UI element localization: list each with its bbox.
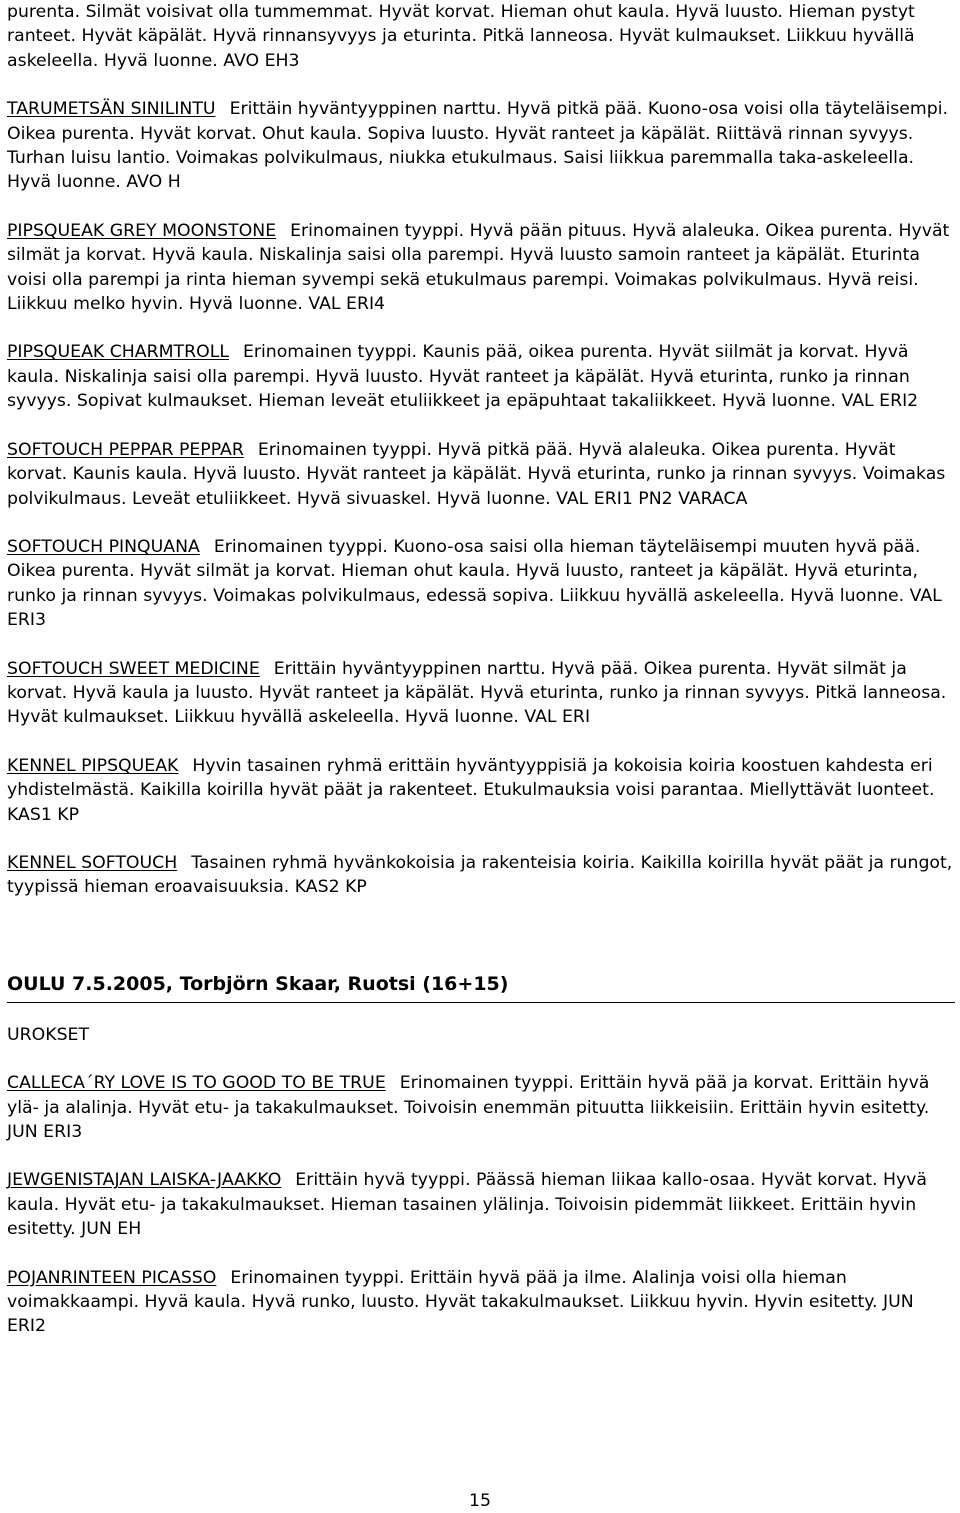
kennel-name: KENNEL SOFTOUCH [7,852,178,873]
critique-text: Erinomainen tyyppi. Hyvä pitkä pää. Hyvä alaleuka. Oikea purenta. Hyvät korvat. Kaunis kaula. Hyvä luusto. Hyvät ranteet ja käpälät. Hyvä eturinta, runko ja rinnan syvyys. Voimakas polvikulmaus. Leveät etuliikkeet. Hyvä sivuaskel. Hyvä luonne. VAL ERI1 PN2 VARACA [7,439,946,509]
entry-pipsqueak-grey-moonstone [7,219,955,317]
dog-name: POJANRINTEEN PICASSO [7,1267,217,1288]
dog-name: SOFTOUCH PINQUANA [7,536,200,557]
critique-text: Erinomainen tyyppi. Erittäin hyvä pää ja ilme. Alalinja voisi olla hieman voimakkaampi. Hyvä kaula. Hyvä runko, luusto. Hyvät takakulmaukset. Liikkuu hyvin. Hyvin esitetty. JUN ERI2 [7,1267,914,1337]
critique-text: Erinomainen tyyppi. Hyvä pään pituus. Hyvä alaleuka. Oikea purenta. Hyvät silmät ja korvat. Hyvä kaula. Niskalinja saisi olla parempi. Hyvä luusto samoin ranteet ja käpälät. Eturinta voisi olla parempi ja rinta hieman syvempi sekä etukulmaus parempi. Voimakas polvikulmaus. Hyvä reisi. Liikkuu melko hyvin. Hyvä luonne. VAL ERI4 [7,220,950,315]
dog-name: JEWGENISTAJAN LAISKA-JAAKKO [7,1170,282,1191]
critique-text: Erinomainen tyyppi. Kaunis pää, oikea purenta. Hyvät siilmät ja korvat. Hyvä kaula. Niskalinja saisi olla parempi. Hyvä luusto. Hyvät ranteet ja käpälät. Hyvä eturinta, runko ja rinnan syvyys. Sopivat kulmaukset. Hieman leveät etuliikkeet ja epäpuhtaat takaliikkeet. Hyvä luonne. VAL ERI2 [7,342,919,412]
document-page [7,0,955,1363]
critique-text: Erittäin hyväntyyppinen narttu. Hyvä pitkä pää. Kuono-osa voisi olla täyteläisempi. Oikea purenta. Hyvät korvat. Ohut kaula. Sopiva luusto. Hyvät ranteet ja käpälät. Riittävä rinnan syvyys. Turhan luisu lantio. Voimakas polvikulmaus, niukka etukulmaus. Saisi liikkua paremmalla taka-askeleella. Hyvä luonne. AVO H [7,99,949,193]
critique-text: Erittäin hyvä tyyppi. Päässä hieman liikaa kallo-osaa. Hyvät korvat. Hyvä kaula. Hyvät etu- ja takakulmaukset. Hieman tasainen ylälinja. Toivoisin pidemmät liikkeet. Erittäin hyvin esitetty. JUN EH [7,1170,927,1240]
show-section-heading: OULU 7.5.2005, Torbjörn Skaar, Ruotsi (16+15) [7,970,955,1003]
entry-pojanrinteen-picasso [7,1266,955,1339]
entry-softouch-pinquana [7,535,955,633]
class-subheading: UROKSET [7,1024,90,1045]
entry-calleca-ry-love [7,1071,955,1144]
page-number: 15 [469,1491,491,1511]
dog-name: TARUMETSÄN SINILINTU [7,99,216,120]
entry-jewgenistajan-laiska-jaakko [7,1168,955,1241]
entry-softouch-sweet-medicine [7,657,955,730]
critique-text: Erinomainen tyyppi. Kuono-osa saisi olla hieman täyteläisempi muuten hyvä pää. Oikea purenta. Hyvät silmät ja korvat. Hieman ohut kaula. Hyvä luusto, ranteet ja käpälät. Hyvä eturinta, runko ja rinnan syvyys. Voimakas polvikulmaus, edessä sopiva. Liikkuu hyvällä askeleella. Hyvä luonne. VAL ERI3 [7,536,942,631]
entries-list-part1 [7,97,955,900]
dog-name: CALLECA´RY LOVE IS TO GOOD TO BE TRUE [7,1073,386,1094]
entry-kennel-pipsqueak [7,754,955,827]
critique-text: Tasainen ryhmä hyvänkokoisia ja rakenteisia koiria. Kaikilla koirilla hyvät päät ja rungot, tyypissä hieman eroavaisuuksia. KAS2 KP [7,852,953,898]
dog-name: SOFTOUCH PEPPAR PEPPAR [7,439,244,460]
dog-name: PIPSQUEAK GREY MOONSTONE [7,220,277,241]
critique-text: Erinomainen tyyppi. Erittäin hyvä pää ja korvat. Erittäin hyvä ylä- ja alalinja. Hyvät etu- ja takakulmaukset. Toivoisin enemmän pituutta liikkeisiin. Erittäin hyvin esitetty. JUN ERI3 [7,1073,930,1142]
entries-list-part2 [7,1071,955,1339]
critique-text: Erittäin hyväntyyppinen narttu. Hyvä pää. Oikea purenta. Hyvät silmät ja korvat. Hyvä kaula ja luusto. Hyvät ranteet ja käpälät. Hyvä eturinta, runko ja rinnan syvyys. Pitkä lanneosa. Hyvät kulmaukset. Liikkuu hyvällä askeleella. Hyvä luonne. VAL ERI [7,658,947,728]
entry-softouch-peppar-peppar [7,438,955,511]
entry-kennel-softouch [7,851,955,900]
entry-pipsqueak-charmtroll [7,340,955,413]
kennel-name: KENNEL PIPSQUEAK [7,755,179,776]
entry-tarumetsan-sinilintu [7,97,955,195]
critique-text: Hyvin tasainen ryhmä erittäin hyväntyyppisiä ja kokoisia koiria koostuen kahdesta eri yhdistelmästä. Kaikilla koirilla hyvät päät ja rakenteet. Etukulmauksia voisi parantaa. Miellyttävät luonteet. KAS1 KP [7,755,935,825]
continued-paragraph: purenta. Silmät voisivat olla tummemmat. Hyvät korvat. Hieman ohut kaula. Hyvä luusto. Hieman pystyt ranteet. Hyvät käpälät. Hyvä rinnansyvyys ja eturinta. Pitkä lanneosa. Hyvät kulmaukset. Liikkuu hyvällä askeleella. Hyvä luonne. AVO EH3 [7,2,915,71]
dog-name: SOFTOUCH SWEET MEDICINE [7,658,260,679]
dog-name: PIPSQUEAK CHARMTROLL [7,342,229,363]
